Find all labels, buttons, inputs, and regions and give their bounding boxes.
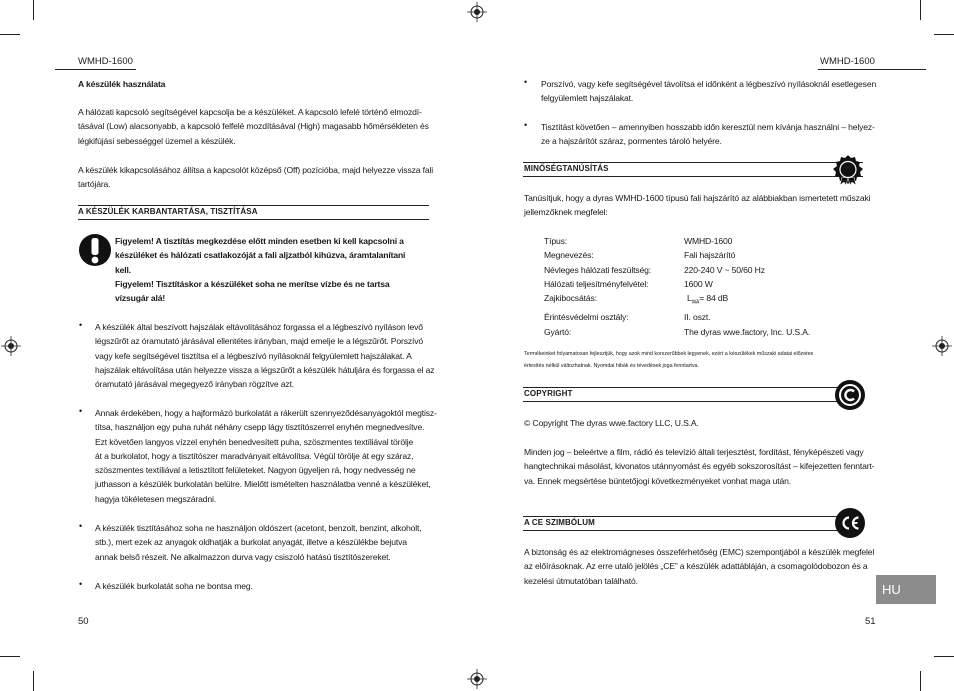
registration-mark-icon	[467, 669, 487, 689]
copyright-icon	[834, 379, 866, 411]
bullet: •	[79, 406, 83, 416]
registration-mark-icon	[467, 2, 487, 22]
page-header-model: WMHD-1600	[78, 56, 133, 67]
section-rule	[523, 176, 863, 177]
crop-mark	[934, 656, 954, 657]
warning-icon	[78, 232, 112, 268]
spec-row: Gyártó: The dyras wwe.factory, Inc. U.S.A.	[544, 326, 811, 337]
page-number: 51	[865, 616, 876, 627]
registration-mark-icon	[1, 336, 21, 356]
bullet: •	[524, 77, 528, 87]
spec-row: Hálózati teljesítményfelvétel: 1600 W	[544, 278, 713, 289]
section-rule	[523, 530, 863, 531]
paragraph: A készülék kikapcsolásához állítsa a kapcsolót középső (Off) pozícióba, majd helyezze vissza fali tartójára.	[78, 165, 434, 190]
list-item: A készülék tisztításához soha ne használjon oldószert (acetont, benzolt, benzint, alkoholt, stb.), mert ezek az anyagok oldhatják a burkolat anyagát, illetve a készülékbe bejutva annak belső részeit. Ne alkalmazzon durva vagy csiszoló hatású tisztítószereket.	[95, 523, 422, 562]
header-rule	[55, 69, 136, 70]
crop-mark	[33, 0, 34, 20]
spec-row: Típus: WMHD-1600	[544, 236, 733, 246]
crop-mark	[0, 656, 20, 657]
header-rule	[818, 69, 926, 70]
paragraph: Minden jog – beleértve a film, rádió és televízió általi terjesztést, fordítást, fényképészeti vagy hangtechnikai másolást, kivonatos utánnyomást és egyéb sokszorosítást – kifejezetten fenntart- va. Ennek megsértése büntetőjogi következményeket vonhat maga után.	[524, 447, 875, 486]
section-rule	[523, 387, 863, 388]
spec-row: Érintésvédelmi osztály: II. oszt.	[544, 312, 711, 323]
paragraph: A hálózati kapcsoló segítségével kapcsolja be a készüléket. A kapcsoló lefelé történő elmozdí- tásával (Low) alacsonyabb, a kapcsoló felfelé mozdításával (High) magasabb hőmérsékleten és légkifújási sebességgel üzemel a készülék.	[78, 107, 429, 146]
crop-mark	[920, 671, 921, 691]
crop-mark	[33, 671, 34, 691]
spec-row: Zajkibocsátás: $L_{WA}= 84$ dB	[544, 293, 729, 306]
paragraph: Tanúsítjuk, hogy a dyras WMHD-1600 típusú fali hajszárító az alábbiakban ismertetett műszaki jellemzőknek megfelel:	[524, 193, 871, 218]
bullet: •	[79, 521, 83, 531]
list-item: Tisztítást követően – amennyiben hosszabb időn keresztül nem kívánja használni – helyez- ze a hajszárítót száraz, pormentes tároló helyére.	[541, 122, 875, 147]
warning-text: Figyelem! A tisztítás megkezdése előtt minden esetben ki kell kapcsolni a készüléket és hálózati csatlakozóját a fali aljzatból kihúzva, áramtalanítani kell. Figyelem! Tisztításkor a készüléket soha ne merítse vízbe és ne tartsa vízsugár alá!	[115, 236, 406, 304]
crop-mark	[920, 0, 921, 20]
crop-mark	[934, 34, 954, 35]
language-tab: HU	[876, 575, 936, 604]
spec-row: Névleges hálózati feszültség: 220-240 V ~ 50/60 Hz	[544, 264, 765, 275]
section-heading: A CE SZIMBÓLUM	[524, 518, 595, 527]
spec-table	[544, 234, 864, 339]
section-rule	[78, 205, 429, 206]
section-title: A készülék használata	[78, 79, 166, 89]
section-heading: MINŐSÉGTANÚSÍTÁS	[524, 164, 609, 173]
bullet: •	[79, 320, 83, 330]
section-rule	[523, 516, 863, 517]
section-rule	[523, 401, 863, 402]
page-header-model: WMHD-1600	[820, 56, 875, 67]
copyright-line: © Copyright The dyras wwe.factory LLC, U.S.A.	[524, 418, 699, 428]
ce-icon	[834, 507, 866, 539]
page-number: 50	[78, 616, 89, 627]
bullet: •	[79, 579, 83, 589]
section-rule	[78, 219, 429, 220]
fine-print: Termékeinket folyamatosan fejlesztjük, hogy azok mind korszerűbbek legyenek, ezért a készülékek műszaki adatai előzetes értesítés nélkül változhatnak. Nyomdai hibák és tévedések joga fenntartva.	[524, 351, 814, 369]
quality-seal-icon	[832, 154, 864, 186]
paragraph: A biztonság és az elektromágneses összeférhetőség (EMC) szempontjából a készülék megfelel az előírásoknak. Az erre utaló jelölés „CE” a készülék adattábláján, a csomagolódobozon és a kezelési útmutatóban található.	[524, 547, 875, 586]
bullet: •	[524, 120, 528, 130]
section-heading: COPYRIGHT	[524, 389, 573, 398]
list-item: Annak érdekében, hogy a hajformázó burkolatát a rákerült szennyeződésanyagoktól megtisz- títsa, használjon egy puha ruhát néhány csepp lágy tisztítószerrel enyhén megnedvesítve. Ezt követően langyos vízzel enyhén benedvesített puha, szöszmentes textíliával törölje át a burkolatot, hogy a tisztítószer maradványait eltávolítsa. Végül törölje át egy száraz, szöszmentes textíliával a letisztított felületeket. Nagyon ügyeljen rá, hogy nedvesség ne juthasson a készülék burkolatán belülre. Mielőtt ismételten használatba venné a készüléket, hagyja tökéletesen megszáradni.	[95, 408, 437, 504]
list-item: Porszívó, vagy kefe segítségével távolítsa el időnként a légbeszívó nyílásoknál esetlegesen felgyülemlett hajszálakat.	[541, 79, 877, 104]
spec-row: Megnevezés: Fali hajszárító	[544, 250, 736, 261]
section-heading: A KÉSZÜLÉK KARBANTARTÁSA, TISZTÍTÁSA	[78, 207, 258, 216]
registration-mark-icon	[932, 336, 952, 356]
section-rule	[523, 162, 863, 163]
crop-mark	[0, 34, 20, 35]
list-item: A készülék burkolatát soha ne bontsa meg.	[95, 581, 253, 591]
list-item: A készülék által beszívott hajszálak eltávolításához forgassa el a légbeszívó nyíláson levő légszűrőt az óramutató járásával ellentétes irányban, majd emelje le a légszűrőt. Porszívó vagy kefe segítségével tisztítsa el a légbeszívó nyílásoknál felgyülemlett hajszálakat. A hajszálak eltávolítása után helyezze vissza a légszűrőt a készülék hátuljára és forgassa el az óramutató járásával megegyező irányban rögzítve azt.	[95, 322, 435, 390]
